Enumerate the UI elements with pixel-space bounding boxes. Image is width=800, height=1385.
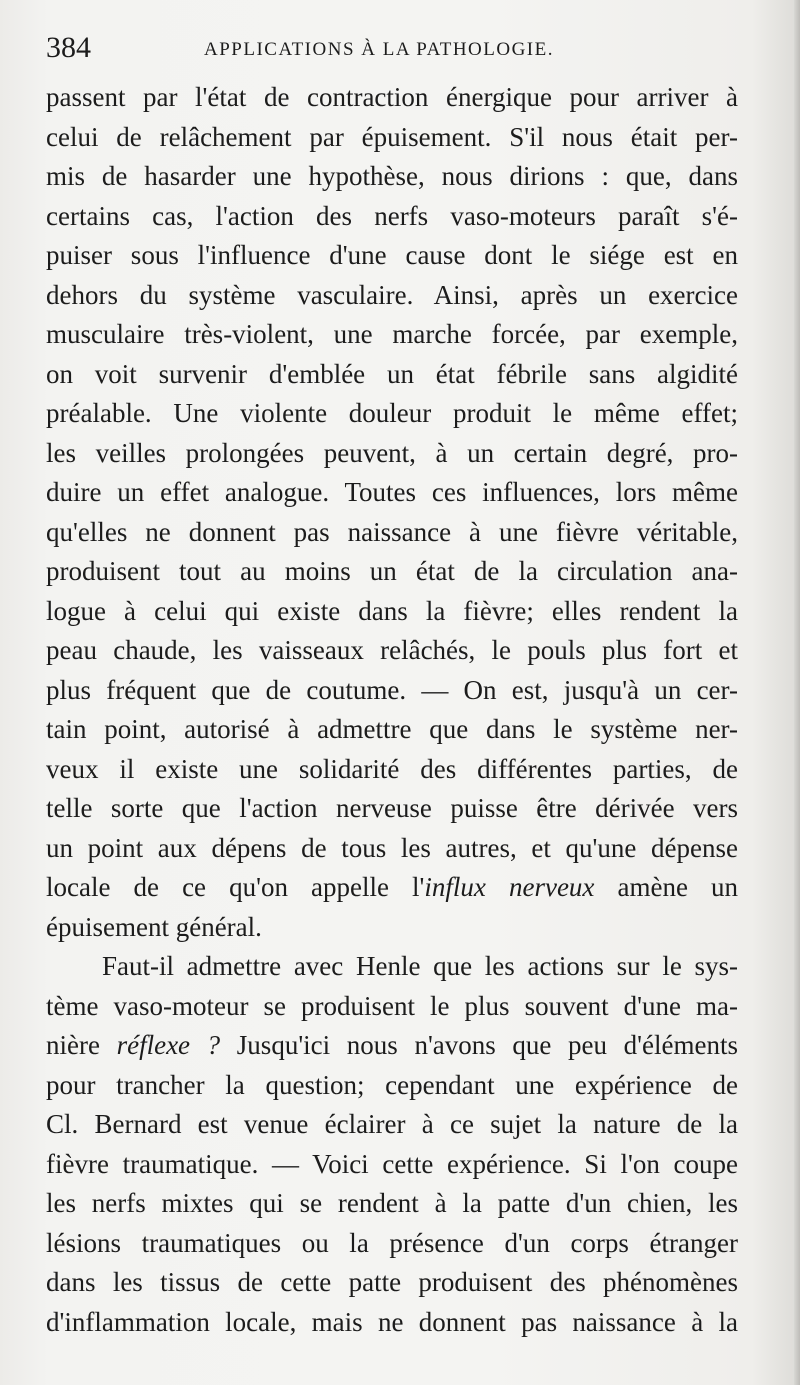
running-head: APPLICATIONS À LA PATHOLOGIE. <box>204 39 554 60</box>
text-line: telle sorte que l'action nerveuse puisse être dérivée vers <box>46 793 738 823</box>
text-line: qu'elles ne donnent pas naissance à une fièvre véritable, <box>46 516 738 547</box>
page-edge <box>794 0 800 1385</box>
text-line: musculaire très-violent, une marche forcée, par exemple, <box>46 319 738 349</box>
text-line: les nerfs mixtes qui se rendent à la patte d'un chien, les <box>46 1188 738 1218</box>
text-line: mis de hasarder une hypothèse, nous dirions : que, dans <box>46 161 738 191</box>
text-line: plus fréquent que de coutume. — On est, jusqu'à un cer- <box>46 674 738 705</box>
text-line: certains cas, l'action des nerfs vaso-moteurs paraît s'é- <box>46 200 738 231</box>
paragraph-start-line: Faut-il admettre avec Henle que les actions sur le sys- <box>102 951 738 981</box>
text-line: d'inflammation locale, mais ne donnent pas naissance à la <box>46 1306 738 1337</box>
text-segment: amène un <box>594 872 739 902</box>
text-line: Cl. Bernard est venue éclairer à ce sujet la nature de la <box>46 1109 738 1139</box>
text-line <box>46 868 738 908</box>
text-line: dehors du système vasculaire. Ainsi, après un exercice <box>46 279 738 310</box>
italic-term: influx nerveux <box>424 872 595 902</box>
text-line: peau chaude, les vaisseaux relâchés, le pouls plus fort et <box>46 635 738 665</box>
text-line: veux il existe une solidarité des différentes parties, de <box>46 753 738 784</box>
italic-term: réflexe ? <box>116 1030 221 1060</box>
page-number: 384 <box>46 31 91 64</box>
text-line: préalable. Une violente douleur produit le même effet; <box>46 398 738 428</box>
text-line: celui de relâchement par épuisement. S'il nous était per- <box>46 121 738 152</box>
body-text <box>46 78 738 1342</box>
text-line: dans les tissus de cette patte produisent des phénomènes <box>46 1267 738 1297</box>
text-line: puiser sous l'influence d'une cause dont le siége est en <box>46 240 738 270</box>
text-line: fièvre traumatique. — Voici cette expérience. Si l'on coupe <box>46 1148 738 1179</box>
text-segment: nière <box>46 1030 117 1060</box>
page-header <box>46 30 736 70</box>
text-line: on voit survenir d'emblée un état fébrile sans algidité <box>46 358 738 389</box>
paragraph-end-line: épuisement général. <box>46 911 262 942</box>
text-line: logue à celui qui existe dans la fièvre; elles rendent la <box>46 595 738 626</box>
text-line: un point aux dépens de tous les autres, et qu'une dépense <box>46 832 738 863</box>
text-line: les veilles prolongées peuvent, à un certain degré, pro- <box>46 437 738 468</box>
text-line: produisent tout au moins un état de la circulation ana- <box>46 556 738 586</box>
text-line: tème vaso-moteur se produisent le plus souvent d'une ma- <box>46 990 738 1021</box>
text-line: duire un effet analogue. Toutes ces influences, lors même <box>46 477 738 507</box>
text-segment: Jusqu'ici nous n'avons que peu d'éléments <box>220 1030 738 1060</box>
text-line: tain point, autorisé à admettre que dans le système ner- <box>46 714 738 744</box>
text-line <box>46 1026 738 1066</box>
text-line: passent par l'état de contraction énergique pour arriver à <box>46 82 738 112</box>
text-line: lésions traumatiques ou la présence d'un corps étranger <box>46 1227 738 1258</box>
text-segment: locale de ce qu'on appelle l' <box>46 872 425 902</box>
text-line: pour trancher la question; cependant une expérience de <box>46 1069 738 1100</box>
